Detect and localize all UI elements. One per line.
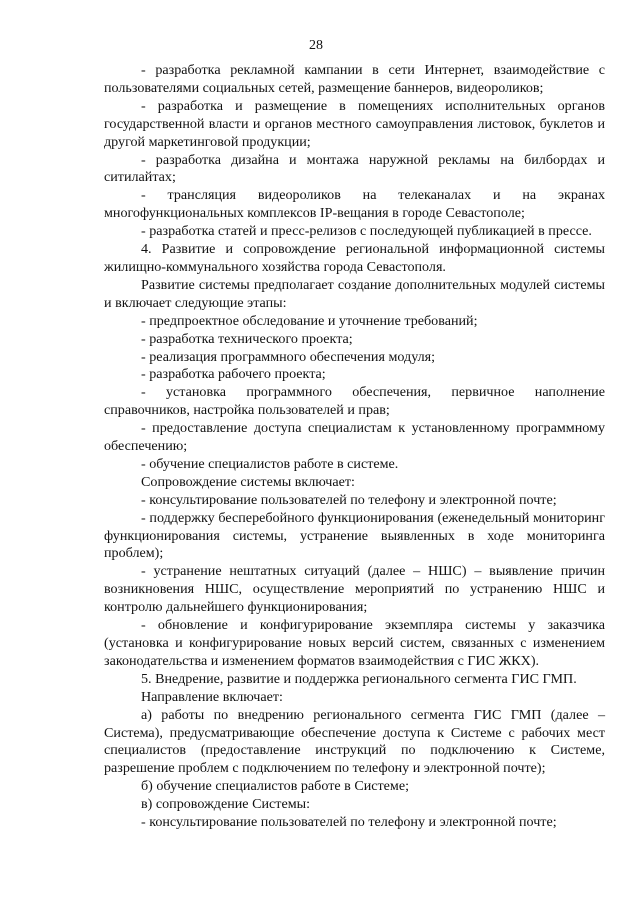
step-software-implementation: - реализация программного обеспечения модуля; [141,348,436,365]
bullet-leaflets: - разработка и размещение в помещениях исполнительных органов государственной власти и органов местного самоуправления листовок, буклетов и другой маркетинговой продукции; [104,97,605,150]
step-access: - предоставление доступа специалистам к установленному программному обеспечению; [104,420,605,455]
item-b-training: б) обучение специалистов работе в Системе; [141,778,410,795]
section-4-intro: Развитие системы предполагает создание дополнительных модулей системы и включает следующие этапы: [104,276,605,311]
support-monitoring: - поддержку бесперебойного функционирования (еженедельный мониторинг функционирования системы, устранение выявленных в ходе мониторинга проблем); [104,509,605,562]
document-body [104,62,605,832]
support-consulting: - консультирование пользователей по телефону и электронной почте; [141,491,557,508]
bullet-online-campaign: - разработка рекламной кампании в сети Интернет, взаимодействие с пользователями социальных сетей, размещение баннеров, видеороликов; [104,62,605,96]
step-working-project: - разработка рабочего проекта; [141,366,326,383]
item-c-consulting: - консультирование пользователей по телефону и электронной почте; [141,814,557,831]
bullet-outdoor-ads: - разработка дизайна и монтажа наружной рекламы на билбордах и ситилайтах; [104,151,605,186]
bullet-video-broadcast: - трансляция видеороликов на телеканалах и на экранах многофункциональных комплексов IP-вещания в городе Севастополе; [104,187,605,222]
support-updates: - обновление и конфигурирование экземпляра системы у заказчика (установка и конфигурирование новых версий систем, связанных с изменением законодательства и изменением форматов взаимодействия с ГИС ЖКХ). [104,617,605,669]
item-c-support: в) сопровождение Системы: [141,796,311,813]
section-4-heading: 4. Развитие и сопровождение региональной информационной системы жилищно-коммунального хозяйства города Севастополя. [104,241,605,275]
page-number: 28 [309,38,323,53]
step-technical-project: - разработка технического проекта; [141,330,353,347]
support-emergencies: - устранение нештатных ситуаций (далее – НШС) – выявление причин возникновения НШС, осуществление мероприятий по устранению НШС и контролю дальнейшего функционирования; [104,563,605,616]
section-5-heading: 5. Внедрение, развитие и поддержка регионального сегмента ГИС ГМП. [141,670,577,687]
step-training: - обучение специалистов работе в системе. [141,455,399,472]
support-intro: Сопровождение системы включает: [141,473,355,490]
step-survey: - предпроектное обследование и уточнение требований; [141,312,478,329]
section-5-intro: Направление включает: [141,688,283,705]
item-a-implementation: а) работы по внедрению регионального сегмента ГИС ГМП (далее – Система), предусматривающие обеспечение доступа к Системе с рабочих мест специалистов (предоставление инструкций по подключению к Системе, разрешение проблем с подключением по телефону и электронной почте); [104,706,605,777]
bullet-press-releases: - разработка статей и пресс-релизов с последующей публикацией в прессе. [141,223,592,240]
step-installation: - установка программного обеспечения, первичное наполнение справочников, настройка пользователей и прав; [104,384,605,419]
